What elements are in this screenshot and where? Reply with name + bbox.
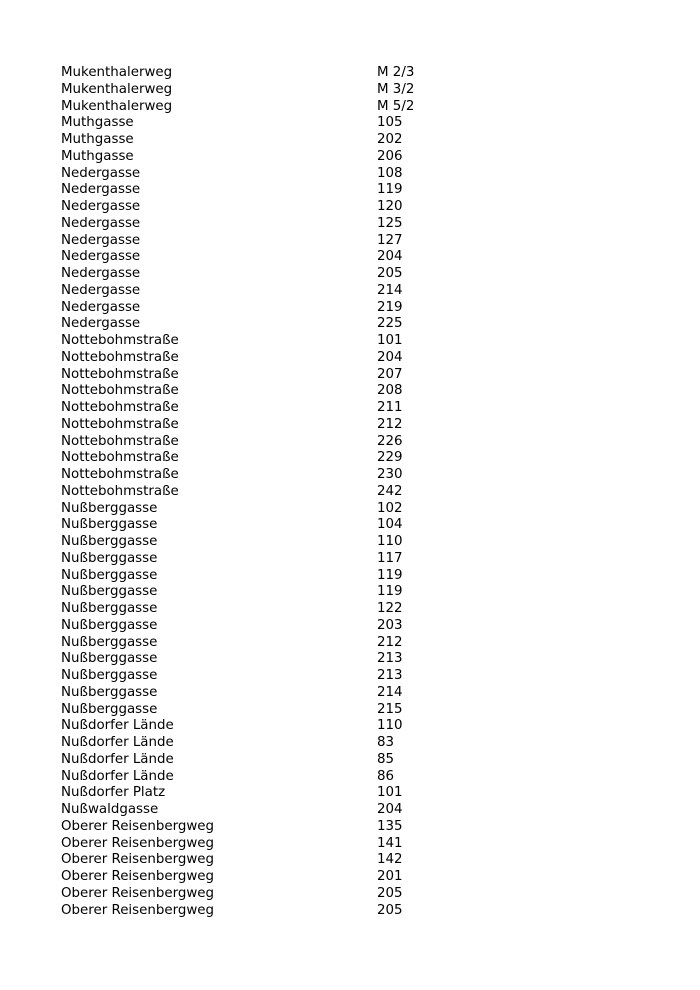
house-number: 207 [377, 366, 403, 382]
street-name: Nottebohmstraße [61, 433, 179, 449]
address-row [61, 886, 621, 903]
house-number: M 2/3 [377, 65, 415, 80]
street-name: Oberer Reisenbergweg [61, 869, 215, 884]
address-row [61, 383, 621, 400]
address-row [61, 735, 621, 752]
house-number: 105 [377, 115, 403, 131]
address-row [61, 182, 621, 199]
house-number: 141 [377, 835, 403, 851]
address-row [61, 484, 621, 501]
street-name: Nußberggasse [61, 517, 158, 533]
address-row [61, 82, 621, 99]
address-row [61, 417, 621, 434]
house-number: 213 [377, 668, 403, 683]
address-row [61, 350, 621, 367]
street-name: Nottebohmstraße [61, 366, 179, 382]
street-name: Nußberggasse [61, 684, 158, 700]
street-name: Nußdorfer Platz [61, 785, 166, 801]
address-row [61, 534, 621, 551]
street-name: Nußdorfer Lände [61, 768, 174, 784]
street-name: Nottebohmstraße [61, 349, 179, 365]
address-row [61, 584, 621, 601]
address-row [61, 819, 621, 836]
address-row [61, 65, 621, 82]
street-name: Nußberggasse [61, 534, 158, 549]
address-row [61, 702, 621, 719]
street-name: Muthgasse [61, 115, 134, 131]
address-row [61, 517, 621, 534]
street-name: Mukenthalerweg [61, 81, 173, 97]
house-number: 205 [377, 885, 403, 901]
house-number: 212 [377, 634, 403, 650]
house-number: 204 [377, 349, 403, 365]
street-name: Muthgasse [61, 132, 134, 147]
address-row [61, 434, 621, 451]
address-row [61, 785, 621, 802]
house-number: 86 [377, 768, 395, 784]
street-name: Nottebohmstraße [61, 483, 179, 499]
house-number: 108 [377, 165, 403, 181]
street-name: Oberer Reisenbergweg [61, 835, 215, 851]
address-row [61, 836, 621, 853]
street-name: Nußberggasse [61, 701, 158, 717]
address-row [61, 249, 621, 266]
house-number: 119 [377, 567, 403, 583]
house-number: 119 [377, 584, 403, 600]
house-number: 214 [377, 684, 403, 700]
house-number: 204 [377, 249, 403, 265]
street-name: Nußdorfer Lände [61, 735, 174, 750]
street-name: Mukenthalerweg [61, 98, 173, 114]
street-name: Nottebohmstraße [61, 383, 179, 399]
address-row [61, 903, 621, 920]
street-name: Nottebohmstraße [61, 467, 179, 482]
house-number: 215 [377, 701, 403, 717]
street-name: Nottebohmstraße [61, 416, 179, 432]
address-row [61, 651, 621, 668]
street-name: Nedergasse [61, 266, 141, 281]
house-number: 127 [377, 232, 403, 248]
address-row [61, 501, 621, 518]
address-row [61, 852, 621, 869]
address-row [61, 400, 621, 417]
street-name: Nedergasse [61, 182, 141, 198]
address-row [61, 300, 621, 317]
house-number: 225 [377, 316, 403, 332]
street-name: Nedergasse [61, 165, 141, 181]
house-number: 125 [377, 215, 403, 231]
address-row [61, 752, 621, 769]
street-name: Nedergasse [61, 215, 141, 231]
house-number: 206 [377, 148, 403, 164]
address-row [61, 618, 621, 635]
street-name: Nußberggasse [61, 550, 158, 566]
street-name: Nußberggasse [61, 651, 158, 667]
street-name: Nedergasse [61, 316, 141, 332]
house-number: 226 [377, 433, 403, 449]
house-number: 242 [377, 483, 403, 499]
house-number: 85 [377, 751, 395, 767]
house-number: 117 [377, 550, 403, 566]
house-number: 110 [377, 718, 403, 734]
street-name: Nußberggasse [61, 668, 158, 683]
address-row [61, 166, 621, 183]
address-row [61, 450, 621, 467]
address-row [61, 216, 621, 233]
street-name: Nußberggasse [61, 500, 158, 516]
address-row [61, 367, 621, 384]
street-name: Nußberggasse [61, 617, 158, 633]
street-name: Oberer Reisenbergweg [61, 852, 215, 868]
address-row [61, 316, 621, 333]
house-number: 119 [377, 182, 403, 198]
street-name: Oberer Reisenbergweg [61, 902, 215, 918]
street-name: Muthgasse [61, 148, 134, 164]
house-number: 120 [377, 199, 403, 214]
street-name: Nottebohmstraße [61, 450, 179, 466]
house-number: 101 [377, 333, 403, 348]
address-row [61, 551, 621, 568]
street-name: Nußberggasse [61, 584, 158, 600]
street-name: Mukenthalerweg [61, 65, 173, 80]
house-number: 104 [377, 517, 403, 533]
house-number: 203 [377, 617, 403, 633]
street-name: Nedergasse [61, 199, 141, 214]
street-name: Nedergasse [61, 232, 141, 248]
street-name: Nußwaldgasse [61, 802, 159, 817]
house-number: 211 [377, 400, 403, 415]
street-name: Nußberggasse [61, 567, 158, 583]
house-number: 208 [377, 383, 403, 399]
address-row [61, 132, 621, 149]
house-number: 201 [377, 869, 403, 884]
street-name: Nußdorfer Lände [61, 718, 174, 734]
street-name: Nedergasse [61, 299, 141, 315]
house-number: 122 [377, 601, 403, 616]
address-row [61, 601, 621, 618]
address-row [61, 333, 621, 350]
street-name: Nußberggasse [61, 601, 158, 616]
address-row [61, 869, 621, 886]
address-row [61, 635, 621, 652]
address-row [61, 266, 621, 283]
house-number: 219 [377, 299, 403, 315]
street-name: Nußberggasse [61, 634, 158, 650]
house-number: 229 [377, 450, 403, 466]
street-name: Oberer Reisenbergweg [61, 885, 215, 901]
house-number: 212 [377, 416, 403, 432]
street-name: Nottebohmstraße [61, 333, 179, 348]
house-number: 102 [377, 500, 403, 516]
street-name: Oberer Reisenbergweg [61, 818, 215, 834]
address-row [61, 685, 621, 702]
address-row [61, 568, 621, 585]
address-row [61, 802, 621, 819]
street-name: Nedergasse [61, 249, 141, 265]
address-row [61, 668, 621, 685]
house-number: 101 [377, 785, 403, 801]
house-number: M 5/2 [377, 98, 415, 114]
house-number: 135 [377, 818, 403, 834]
address-row [61, 233, 621, 250]
address-row [61, 718, 621, 735]
house-number: 202 [377, 132, 403, 147]
address-row [61, 115, 621, 132]
street-name: Nottebohmstraße [61, 400, 179, 415]
house-number: M 3/2 [377, 81, 415, 97]
address-row [61, 149, 621, 166]
house-number: 83 [377, 735, 395, 750]
house-number: 205 [377, 902, 403, 918]
house-number: 205 [377, 266, 403, 281]
street-name: Nedergasse [61, 282, 141, 298]
house-number: 213 [377, 651, 403, 667]
house-number: 214 [377, 282, 403, 298]
address-row [61, 199, 621, 216]
house-number: 230 [377, 467, 403, 482]
address-row [61, 283, 621, 300]
address-row [61, 769, 621, 786]
house-number: 110 [377, 534, 403, 549]
address-row [61, 99, 621, 116]
house-number: 142 [377, 852, 403, 868]
address-list [61, 65, 621, 919]
house-number: 204 [377, 802, 403, 817]
address-row [61, 467, 621, 484]
street-name: Nußdorfer Lände [61, 751, 174, 767]
